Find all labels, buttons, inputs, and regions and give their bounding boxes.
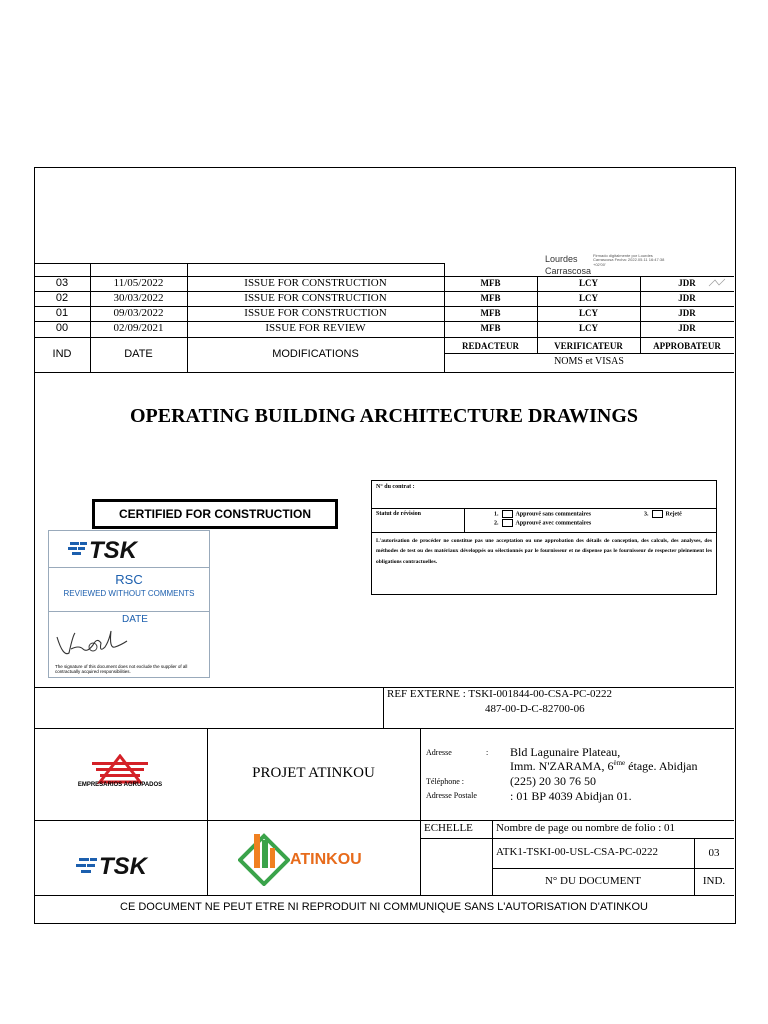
header-noms-visas: NOMS et VISAS: [554, 356, 624, 367]
tsk-logo: TSK: [99, 853, 147, 880]
checkbox-approved-with-comments[interactable]: [502, 519, 513, 527]
signature-name: Lourdes: [545, 254, 578, 264]
adresse-postale-value: : 01 BP 4039 Abidjan 01.: [510, 789, 632, 803]
rev-redacteur: MFB: [480, 308, 501, 318]
document-number: ATK1-TSKI-00-USL-CSA-PC-0222: [496, 846, 658, 858]
rev-ind: 03: [55, 277, 69, 289]
empresarios-agrupados-logo-icon: [90, 754, 150, 784]
adresse-line-1: Bld Lagunaire Plateau,: [510, 745, 621, 759]
rev-ind: 00: [55, 322, 69, 334]
header-modifications: MODIFICATIONS: [272, 348, 359, 360]
certified-for-construction-badge: CERTIFIED FOR CONSTRUCTION: [92, 499, 338, 529]
stamp-rsc: RSC: [115, 572, 143, 587]
adresse-postale-label: Adresse Postale: [426, 791, 477, 800]
status-option-2: 2. Approuvé avec commentaires: [494, 520, 592, 527]
document-index: 03: [708, 847, 720, 859]
rev-approbateur: JDR: [678, 278, 696, 288]
status-option-3: 3. Rejeté: [644, 511, 682, 518]
header-redacteur: REDACTEUR: [461, 341, 519, 351]
rev-ind: 01: [55, 307, 69, 319]
rev-date: 11/05/2022: [113, 277, 164, 289]
tsk-stripes-icon: [76, 857, 98, 875]
rev-redacteur: MFB: [480, 293, 501, 303]
rev-ind: 02: [55, 292, 69, 304]
ref-externe: REF EXTERNE : TSKI-001844-00-CSA-PC-0222: [387, 688, 612, 700]
adresse-line-2: Imm. N'ZARAMA, 6ème étage. Abidjan: [510, 759, 698, 773]
stamp-date-label: DATE: [122, 614, 148, 625]
rev-approbateur: JDR: [678, 323, 696, 333]
review-notice: L'autorisation de procéder ne constitue pas une acceptation ou une approbation des détails de conception, des calculs, des analyses, des méthodes de test ou des matériaux développés ou sélectionnés par le fournisseur et ne dispense pas le fournisseur de respecter pleinement les obligations contractuelles.: [376, 538, 712, 565]
project-name: PROJET ATINKOU: [252, 765, 375, 781]
contract-label: N° du contrat :: [376, 484, 415, 490]
document-title: OPERATING BUILDING ARCHITECTURE DRAWINGS: [129, 405, 639, 427]
rev-verificateur: LCY: [578, 308, 598, 318]
rev-date: 30/03/2022: [113, 292, 164, 304]
status-option-1: 1. Approuvé sans commentaires: [494, 511, 591, 518]
telephone-value: (225) 20 30 76 50: [510, 774, 596, 788]
adresse-colon: :: [486, 748, 489, 757]
digital-signature-note: Firmado digitalmente por Lourdes Carrascosa Fecha: 2022.05.11 16:47:38 +02'00': [593, 253, 665, 267]
review-stamp: [48, 530, 210, 678]
echelle-label: ECHELLE: [424, 822, 473, 834]
stamp-status: REVIEWED WITHOUT COMMENTS: [63, 589, 195, 598]
header-verificateur: VERIFICATEUR: [554, 341, 623, 351]
rev-modification: ISSUE FOR CONSTRUCTION: [244, 292, 387, 304]
rev-modification: ISSUE FOR REVIEW: [265, 322, 366, 334]
footer-notice: CE DOCUMENT NE PEUT ETRE NI REPRODUIT NI COMMUNIQUE SANS L'AUTORISATION D'ATINKOU: [120, 901, 648, 913]
empresarios-agrupados-label: EMPRESARIOS AGRUPADOS: [77, 782, 163, 788]
stamp-tsk-logo: TSK: [89, 537, 137, 564]
document-index-label: IND.: [702, 875, 726, 887]
rev-verificateur: LCY: [578, 293, 598, 303]
stamp-disclaimer: The signature of this document does not exclude the supplier of all contractually acquired responsibilities.: [55, 664, 188, 675]
checkbox-approved[interactable]: [502, 510, 513, 518]
handwritten-signature-icon: [53, 623, 133, 663]
rev-modification: ISSUE FOR CONSTRUCTION: [244, 277, 387, 289]
status-label: Statut de révision: [376, 511, 421, 517]
rev-redacteur: MFB: [480, 278, 501, 288]
checkbox-rejected[interactable]: [652, 510, 663, 518]
review-status-box: [371, 480, 717, 595]
header-approbateur: APPROBATEUR: [653, 341, 721, 351]
rev-date: 09/03/2022: [113, 307, 164, 319]
ref-line-2: 487-00-D-C-82700-06: [485, 703, 585, 715]
header-date: DATE: [124, 348, 153, 360]
rev-verificateur: LCY: [578, 278, 598, 288]
rev-modification: ISSUE FOR CONSTRUCTION: [244, 307, 387, 319]
rev-approbateur: JDR: [678, 293, 696, 303]
rev-redacteur: MFB: [480, 323, 501, 333]
rev-approbateur: JDR: [678, 308, 696, 318]
rev-date: 02/09/2021: [113, 322, 164, 334]
folio-count: Nombre de page ou nombre de folio : 01: [496, 822, 676, 834]
header-ind: IND: [52, 348, 72, 360]
tsk-stripes-icon: [68, 541, 88, 557]
telephone-label: Téléphone :: [426, 777, 464, 786]
adresse-label: Adresse: [426, 748, 452, 757]
atinkou-logo-icon: [238, 830, 290, 886]
document-number-label: N° DU DOCUMENT: [544, 875, 642, 887]
signature-name-2: Carrascosa: [545, 266, 592, 276]
rev-verificateur: LCY: [578, 323, 598, 333]
atinkou-logo-text: ATINKOU: [290, 851, 362, 868]
